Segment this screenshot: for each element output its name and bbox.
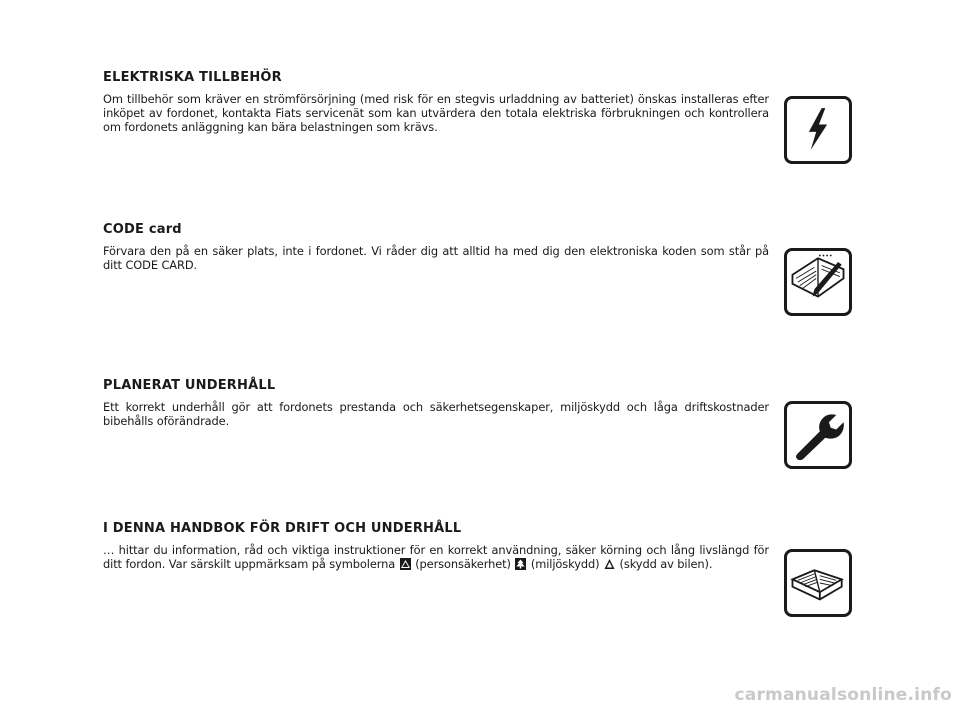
section-electrical-accessories — [103, 70, 769, 135]
section-body: Om tillbehör som kräver en strömförsörjning (med risk för en stegvis urladdning av batteriet) önskas installeras efter inköpet av fordonet, kontakta Fiats servicenät som kan utvärdera den totala elektriska förbrukningen och kontrollera om fordonets anläggning kan bära belastningen som krävs. — [103, 92, 769, 135]
notebook-pen-icon — [784, 248, 852, 316]
section-planned-maintenance — [103, 378, 769, 428]
vehicle-protection-symbol-icon — [604, 558, 615, 570]
section-heading: ELEKTRISKA TILLBEHÖR — [103, 70, 282, 85]
lightning-icon — [784, 96, 852, 164]
heading-card: card — [148, 222, 182, 237]
section-heading — [103, 222, 769, 238]
body-text-2: (personsäkerhet) — [415, 557, 511, 572]
section-body: Ett korrekt underhåll gör att fordonets prestanda och säkerhetsegenskaper, miljöskydd och låga driftskostnader bibehålls oförändrade. — [103, 400, 769, 429]
heading-code: CODE — [103, 222, 145, 237]
body-text-3: (miljöskydd) — [530, 557, 600, 572]
environment-symbol-icon — [515, 558, 526, 570]
section-code-card — [103, 222, 769, 272]
body-text-4: (skydd av bilen). — [619, 557, 713, 572]
section-handbook — [103, 521, 769, 571]
section-heading: I DENNA HANDBOK FÖR DRIFT OCH UNDERHÅLL — [103, 521, 462, 536]
watermark: carmanualsonline.info — [734, 685, 952, 705]
section-body — [103, 543, 769, 571]
personal-safety-symbol-icon — [400, 558, 411, 570]
body-text-1: … hittar du information, råd och viktiga instruktioner för en korrekt användning, säker körning och lång livslängd för ditt fordon. Var särskilt uppmärksam på symbolerna — [103, 543, 769, 572]
open-book-icon — [784, 549, 852, 617]
section-body: Förvara den på en säker plats, inte i fordonet. Vi råder dig att alltid ha med dig den elektroniska koden som står på ditt CODE CARD. — [103, 244, 769, 273]
wrench-icon — [784, 401, 852, 469]
section-heading: PLANERAT UNDERHÅLL — [103, 378, 276, 393]
